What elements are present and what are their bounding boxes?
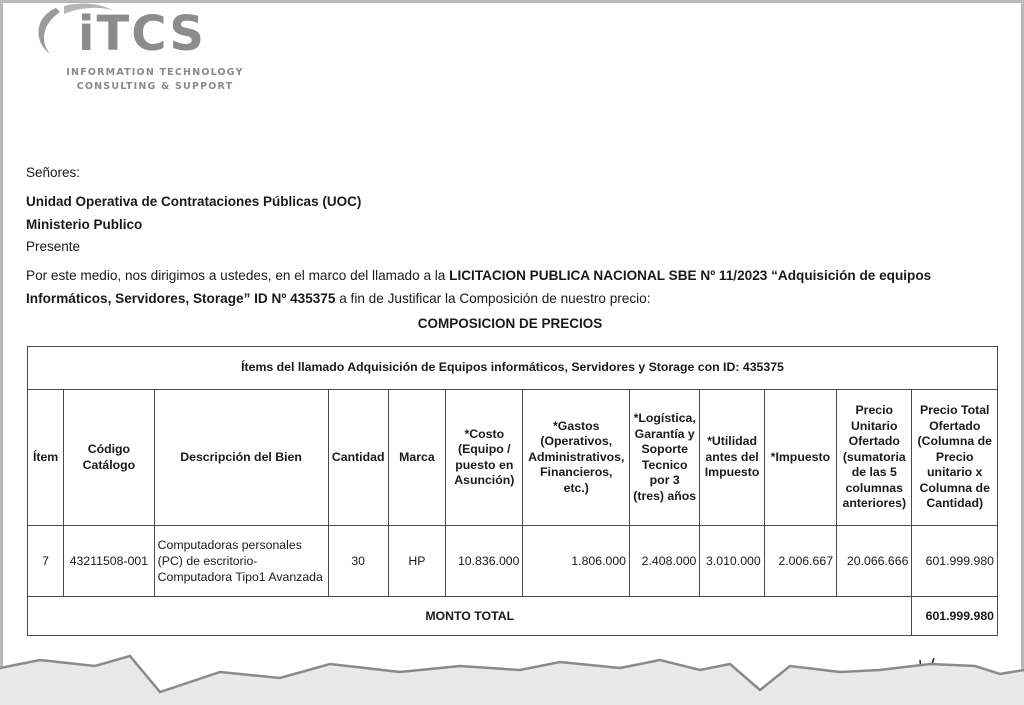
salutation: Señores: [26, 165, 81, 180]
tender-reference: LICITACION PUBLICA NACIONAL SBE Nº 11/2023 “Adquisición de equipos Informáticos, Servidores, Storage” ID Nº 435375 [26, 268, 932, 306]
cell-precio-unitario: 20.066.666 [837, 526, 912, 597]
cell-item: 7 [28, 526, 64, 597]
cell-utilidad: 3.010.000 [700, 526, 764, 597]
price-composition-table [27, 346, 998, 636]
section-heading: COMPOSICION DE PRECIOS [417, 316, 603, 331]
intro-text-a: Por este medio, nos dirigimos a ustedes, en el marco del llamado a la [26, 268, 450, 283]
cell-gastos: 1.806.000 [523, 526, 630, 597]
recipient-line-1: Unidad Operativa de Contrataciones Públicas (UOC) [26, 194, 362, 209]
torn-page-edge [0, 630, 1024, 705]
recipient-line-3: Presente [26, 239, 81, 254]
cell-precio-total: 601.999.980 [912, 526, 998, 597]
header-codigo: Código Catálogo [64, 390, 154, 526]
header-costo: *Costo (Equipo / puesto en Asunción) [446, 390, 523, 526]
total-label: MONTO TOTAL [28, 597, 912, 636]
cell-costo: 10.836.000 [446, 526, 523, 597]
cell-impuesto: 2.006.667 [764, 526, 836, 597]
header-logistica: *Logística, Garantía y Soporte Tecnico por 3 (tres) años [630, 390, 700, 526]
header-descripcion: Descripción del Bien [154, 390, 328, 526]
total-value: 601.999.980 [912, 597, 998, 636]
header-precio-total: Precio Total Ofertado (Columna de Precio unitario x Columna de Cantidad) [912, 390, 998, 526]
logo-brand: iTCS [78, 6, 206, 62]
cell-codigo: 43211508-001 [64, 526, 154, 597]
recipient-line-2: Ministerio Publico [26, 217, 143, 232]
cell-logistica: 2.408.000 [630, 526, 700, 597]
header-utilidad: *Utilidad antes del Impuesto [700, 390, 764, 526]
intro-text-c: a fin de Justificar la Composición de nuestro precio: [335, 291, 651, 306]
header-impuesto: *Impuesto [764, 390, 836, 526]
header-gastos: *Gastos (Operativos, Administrativos, Financieros, etc.) [523, 390, 630, 526]
header-row [28, 390, 998, 526]
header-precio-unitario: Precio Unitario Ofertado (sumatoria de las 5 columnas anteriores) [837, 390, 912, 526]
header-marca: Marca [388, 390, 445, 526]
header-item: Ítem [28, 390, 64, 526]
cell-marca: HP [388, 526, 445, 597]
logo-tagline-1: INFORMATION TECHNOLOGY [66, 67, 244, 78]
logo-tagline-2: CONSULTING & SUPPORT [76, 81, 234, 92]
header-cantidad: Cantidad [328, 390, 388, 526]
intro-paragraph [26, 264, 1006, 310]
cell-descripcion: Computadoras personales (PC) de escritorio- Computadora Tipo1 Avanzada [154, 526, 328, 597]
table-caption: Ítems del llamado Adquisición de Equipos informáticos, Servidores y Storage con ID: 435375 [28, 347, 998, 390]
cell-cantidad: 30 [328, 526, 388, 597]
table-row [28, 526, 998, 597]
